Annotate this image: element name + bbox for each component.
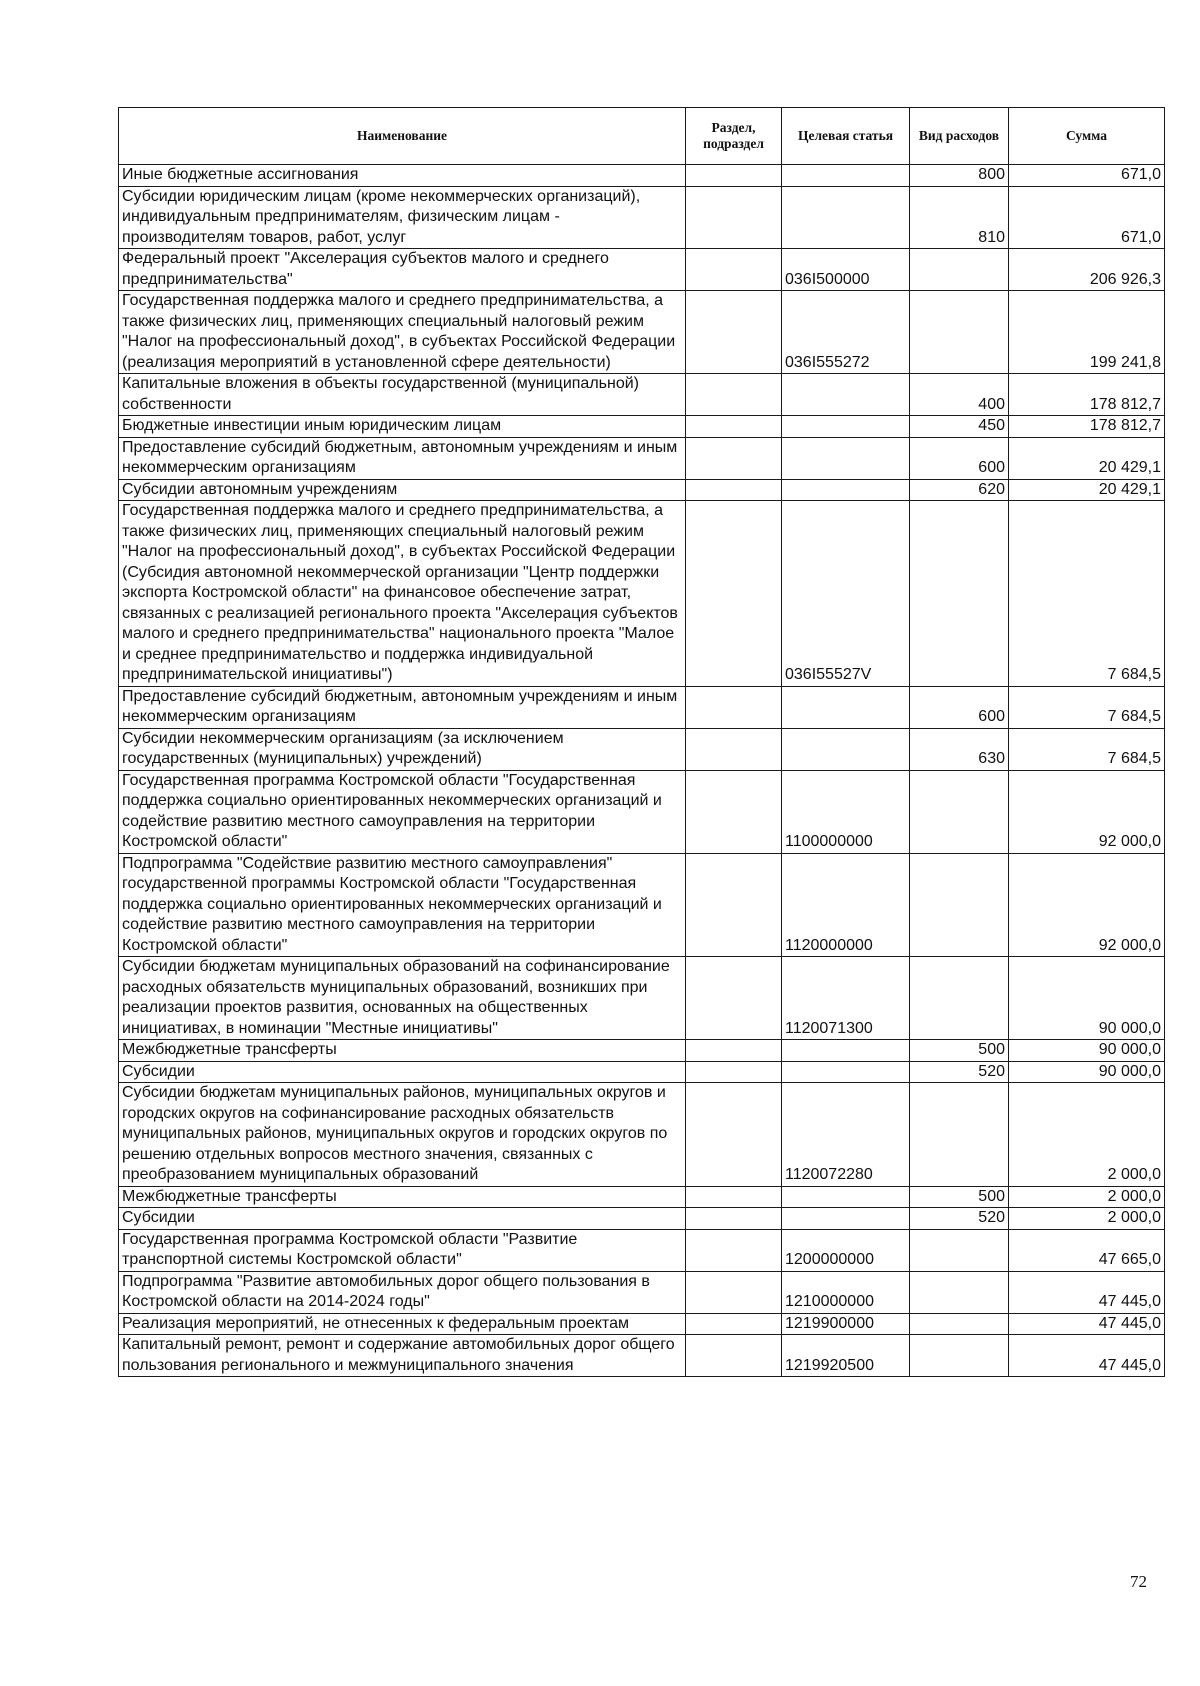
section-cell xyxy=(686,437,782,479)
section-cell xyxy=(686,1208,782,1230)
sum-cell: 178 812,7 xyxy=(1009,374,1165,416)
table-row xyxy=(119,728,1165,770)
expense-type-cell: 600 xyxy=(910,437,1009,479)
name-cell: Государственная программа Костромской области "Развитие транспортной системы Костромской области" xyxy=(119,1229,686,1271)
expense-type-cell: 450 xyxy=(910,416,1009,438)
table-row xyxy=(119,1208,1165,1230)
name-cell: Субсидии юридическим лицам (кроме некоммерческих организаций), индивидуальным предпринимателям, физическим лицам - производителям товаров, работ, услуг xyxy=(119,186,686,249)
sum-cell: 178 812,7 xyxy=(1009,416,1165,438)
section-cell xyxy=(686,770,782,853)
section-cell xyxy=(686,249,782,291)
target-cell: 1120072280 xyxy=(782,1083,910,1187)
section-cell xyxy=(686,1083,782,1187)
name-cell: Иные бюджетные ассигнования xyxy=(119,165,686,187)
expense-type-cell xyxy=(910,1271,1009,1313)
target-cell: 1120000000 xyxy=(782,853,910,957)
target-cell xyxy=(782,1061,910,1083)
section-cell xyxy=(686,957,782,1040)
sum-cell: 20 429,1 xyxy=(1009,437,1165,479)
name-cell: Субсидии бюджетам муниципальных районов, муниципальных округов и городских округов на софинансирование расходных обязательств муниципальных районов, муниципальных округов и городских округов по решению отдельных вопросов местного значения, связанных с преобразованием муниципальных образований xyxy=(119,1083,686,1187)
expense-type-cell: 630 xyxy=(910,728,1009,770)
section-cell xyxy=(686,853,782,957)
sum-cell: 90 000,0 xyxy=(1009,1061,1165,1083)
table-row xyxy=(119,1271,1165,1313)
table-row xyxy=(119,291,1165,374)
section-cell xyxy=(686,1186,782,1208)
target-cell: 1219900000 xyxy=(782,1313,910,1335)
expense-type-cell: 520 xyxy=(910,1208,1009,1230)
sum-cell: 47 665,0 xyxy=(1009,1229,1165,1271)
section-cell xyxy=(686,479,782,501)
section-cell xyxy=(686,291,782,374)
expense-type-cell xyxy=(910,1229,1009,1271)
target-cell xyxy=(782,686,910,728)
table-row xyxy=(119,1186,1165,1208)
section-cell xyxy=(686,1040,782,1062)
section-cell xyxy=(686,165,782,187)
name-cell: Государственная поддержка малого и среднего предпринимательства, а также физических лиц, применяющих специальный налоговый режим "Налог на профессиональный доход", в субъектах Российской Федерации (реализация мероприятий в установленной сфере деятельности) xyxy=(119,291,686,374)
name-cell: Бюджетные инвестиции иным юридическим лицам xyxy=(119,416,686,438)
expense-type-cell: 810 xyxy=(910,186,1009,249)
sum-cell: 47 445,0 xyxy=(1009,1335,1165,1377)
expense-type-cell xyxy=(910,957,1009,1040)
section-cell xyxy=(686,686,782,728)
table-row xyxy=(119,437,1165,479)
sum-cell: 2 000,0 xyxy=(1009,1208,1165,1230)
expense-type-cell xyxy=(910,1313,1009,1335)
expense-type-cell: 520 xyxy=(910,1061,1009,1083)
sum-cell: 199 241,8 xyxy=(1009,291,1165,374)
table-row xyxy=(119,1335,1165,1377)
name-cell: Подпрограмма "Содействие развитию местного самоуправления" государственной программы Костромской области "Государственная поддержка социально ориентированных некоммерческих организаций и содействие развитию местного самоуправления на территории Костромской области" xyxy=(119,853,686,957)
expense-type-cell: 620 xyxy=(910,479,1009,501)
section-cell xyxy=(686,416,782,438)
table-row xyxy=(119,479,1165,501)
sum-cell: 47 445,0 xyxy=(1009,1271,1165,1313)
budget-table xyxy=(118,107,1165,1377)
expense-type-cell xyxy=(910,249,1009,291)
section-cell xyxy=(686,728,782,770)
sum-cell: 7 684,5 xyxy=(1009,686,1165,728)
name-cell: Капитальный ремонт, ремонт и содержание автомобильных дорог общего пользования регионального и межмуниципального значения xyxy=(119,1335,686,1377)
table-row xyxy=(119,1083,1165,1187)
target-cell xyxy=(782,186,910,249)
expense-type-cell xyxy=(910,770,1009,853)
sum-cell: 2 000,0 xyxy=(1009,1083,1165,1187)
expense-type-cell xyxy=(910,1335,1009,1377)
name-cell: Субсидии автономным учреждениям xyxy=(119,479,686,501)
table-row xyxy=(119,1229,1165,1271)
target-cell xyxy=(782,728,910,770)
name-cell: Субсидии xyxy=(119,1061,686,1083)
table-row xyxy=(119,957,1165,1040)
table-row xyxy=(119,1040,1165,1062)
sum-cell: 671,0 xyxy=(1009,165,1165,187)
target-cell: 1200000000 xyxy=(782,1229,910,1271)
table-row xyxy=(119,165,1165,187)
section-cell xyxy=(686,374,782,416)
section-cell xyxy=(686,186,782,249)
table-row xyxy=(119,416,1165,438)
expense-type-cell: 500 xyxy=(910,1040,1009,1062)
target-cell xyxy=(782,416,910,438)
name-cell: Предоставление субсидий бюджетным, автономным учреждениям и иным некоммерческим организациям xyxy=(119,437,686,479)
table-row xyxy=(119,374,1165,416)
name-cell: Подпрограмма "Развитие автомобильных дорог общего пользования в Костромской области на 2014-2024 годы" xyxy=(119,1271,686,1313)
target-cell xyxy=(782,479,910,501)
name-cell: Межбюджетные трансферты xyxy=(119,1186,686,1208)
expense-type-cell xyxy=(910,291,1009,374)
target-cell: 036I55527V xyxy=(782,501,910,687)
expense-type-cell xyxy=(910,501,1009,687)
sum-cell: 206 926,3 xyxy=(1009,249,1165,291)
sum-cell: 20 429,1 xyxy=(1009,479,1165,501)
expense-type-cell: 600 xyxy=(910,686,1009,728)
name-cell: Капитальные вложения в объекты государственной (муниципальной) собственности xyxy=(119,374,686,416)
name-cell: Субсидии xyxy=(119,1208,686,1230)
table-row xyxy=(119,249,1165,291)
target-cell xyxy=(782,374,910,416)
sum-cell: 90 000,0 xyxy=(1009,957,1165,1040)
sum-cell: 7 684,5 xyxy=(1009,501,1165,687)
header-target: Целевая статья xyxy=(782,108,910,165)
expense-type-cell: 800 xyxy=(910,165,1009,187)
target-cell: 036I555272 xyxy=(782,291,910,374)
name-cell: Межбюджетные трансферты xyxy=(119,1040,686,1062)
expense-type-cell xyxy=(910,1083,1009,1187)
sum-cell: 47 445,0 xyxy=(1009,1313,1165,1335)
sum-cell: 671,0 xyxy=(1009,186,1165,249)
expense-type-cell xyxy=(910,853,1009,957)
table-row xyxy=(119,1061,1165,1083)
table-row xyxy=(119,1313,1165,1335)
table-row xyxy=(119,853,1165,957)
section-cell xyxy=(686,1313,782,1335)
sum-cell: 92 000,0 xyxy=(1009,770,1165,853)
target-cell xyxy=(782,1186,910,1208)
section-cell xyxy=(686,1271,782,1313)
header-expense-type: Вид расходов xyxy=(910,108,1009,165)
target-cell xyxy=(782,1208,910,1230)
table-row xyxy=(119,686,1165,728)
table-row xyxy=(119,770,1165,853)
name-cell: Предоставление субсидий бюджетным, автономным учреждениям и иным некоммерческим организациям xyxy=(119,686,686,728)
header-row xyxy=(119,108,1165,165)
page-number: 72 xyxy=(1130,1572,1147,1591)
name-cell: Федеральный проект "Акселерация субъектов малого и среднего предпринимательства" xyxy=(119,249,686,291)
header-sum: Сумма xyxy=(1009,108,1165,165)
name-cell: Субсидии бюджетам муниципальных образований на софинансирование расходных обязательств муниципальных образований, возникших при реализации проектов развития, основанных на общественных инициативах, в номинации "Местные инициативы" xyxy=(119,957,686,1040)
target-cell: 1219920500 xyxy=(782,1335,910,1377)
sum-cell: 90 000,0 xyxy=(1009,1040,1165,1062)
expense-type-cell: 400 xyxy=(910,374,1009,416)
name-cell: Государственная поддержка малого и среднего предпринимательства, а также физических лиц, применяющих специальный налоговый режим "Налог на профессиональный доход", в субъектах Российской Федерации (Субсидия автономной некоммерческой организации "Центр поддержки экспорта Костромской области" на финансовое обеспечение затрат, связанных с реализацией регионального проекта "Акселерация субъектов малого и среднего предпринимательства" национального проекта "Малое и среднее предпринимательство и поддержка индивидуальной предпринимательской инициативы") xyxy=(119,501,686,687)
header-section: Раздел, подраздел xyxy=(686,108,782,165)
sum-cell: 7 684,5 xyxy=(1009,728,1165,770)
table-body xyxy=(119,165,1165,1377)
header-name: Наименование xyxy=(119,108,686,165)
target-cell xyxy=(782,437,910,479)
name-cell: Государственная программа Костромской области "Государственная поддержка социально ориентированных некоммерческих организаций и содействие развитию местного самоуправления на территории Костромской области" xyxy=(119,770,686,853)
name-cell: Реализация мероприятий, не отнесенных к федеральным проектам xyxy=(119,1313,686,1335)
target-cell xyxy=(782,1040,910,1062)
table-row xyxy=(119,501,1165,687)
section-cell xyxy=(686,1229,782,1271)
section-cell xyxy=(686,501,782,687)
sum-cell: 92 000,0 xyxy=(1009,853,1165,957)
target-cell: 1100000000 xyxy=(782,770,910,853)
target-cell xyxy=(782,165,910,187)
table-header xyxy=(119,108,1165,165)
name-cell: Субсидии некоммерческим организациям (за исключением государственных (муниципальных) учреждений) xyxy=(119,728,686,770)
target-cell: 1210000000 xyxy=(782,1271,910,1313)
table-row xyxy=(119,186,1165,249)
sum-cell: 2 000,0 xyxy=(1009,1186,1165,1208)
section-cell xyxy=(686,1335,782,1377)
target-cell: 1120071300 xyxy=(782,957,910,1040)
expense-type-cell: 500 xyxy=(910,1186,1009,1208)
target-cell: 036I500000 xyxy=(782,249,910,291)
section-cell xyxy=(686,1061,782,1083)
